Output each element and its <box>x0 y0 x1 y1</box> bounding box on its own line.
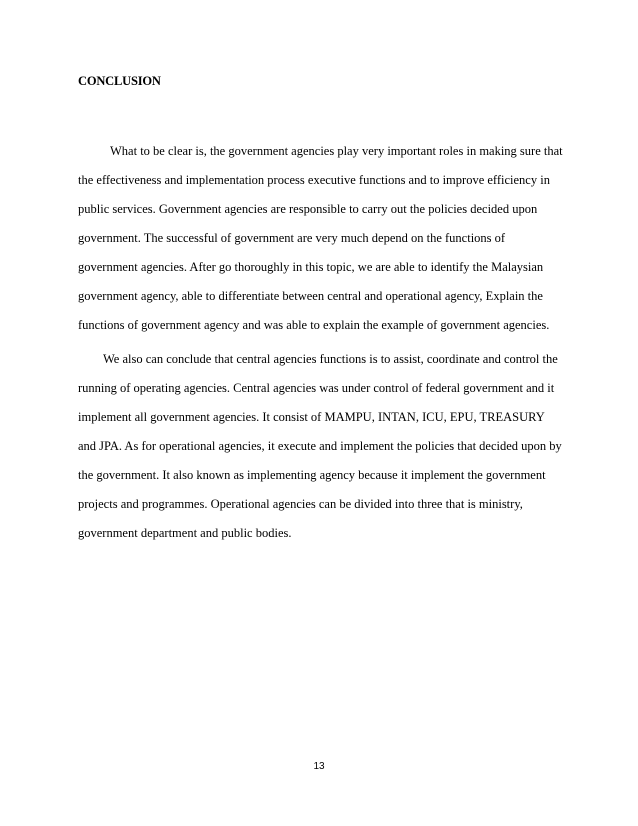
paragraph-line: What to be clear is, the government agencies play very important roles in making sure that <box>110 144 563 158</box>
paragraph-line: and JPA. As for operational agencies, it execute and implement the policies that decided upon by <box>78 439 562 453</box>
paragraph-line: the effectiveness and implementation process executive functions and to improve efficiency in <box>78 173 550 187</box>
paragraph-line: implement all government agencies. It consist of MAMPU, INTAN, ICU, EPU, TREASURY <box>78 410 545 424</box>
paragraph-line: government. The successful of government are very much depend on the functions of <box>78 231 506 245</box>
page-number: 13 <box>313 761 325 772</box>
paragraph-line: government agency, able to differentiate between central and operational agency, Explain the <box>78 289 543 303</box>
paragraph-line: functions of government agency and was able to explain the example of government agencies. <box>78 318 550 332</box>
section-heading: CONCLUSION <box>78 74 161 88</box>
paragraph-line: government agencies. After go thoroughly in this topic, we are able to identify the Malaysian <box>78 260 544 274</box>
paragraph-line: projects and programmes. Operational agencies can be divided into three that is ministry, <box>78 497 523 511</box>
paragraph-line: running of operating agencies. Central agencies was under control of federal government and it <box>78 381 555 395</box>
paragraph-line: the government. It also known as implementing agency because it implement the government <box>78 468 546 482</box>
paragraph-line: public services. Government agencies are responsible to carry out the policies decided upon <box>78 202 538 216</box>
paragraph-line: government department and public bodies. <box>78 526 292 540</box>
paragraph-line: We also can conclude that central agencies functions is to assist, coordinate and control the <box>103 352 558 366</box>
